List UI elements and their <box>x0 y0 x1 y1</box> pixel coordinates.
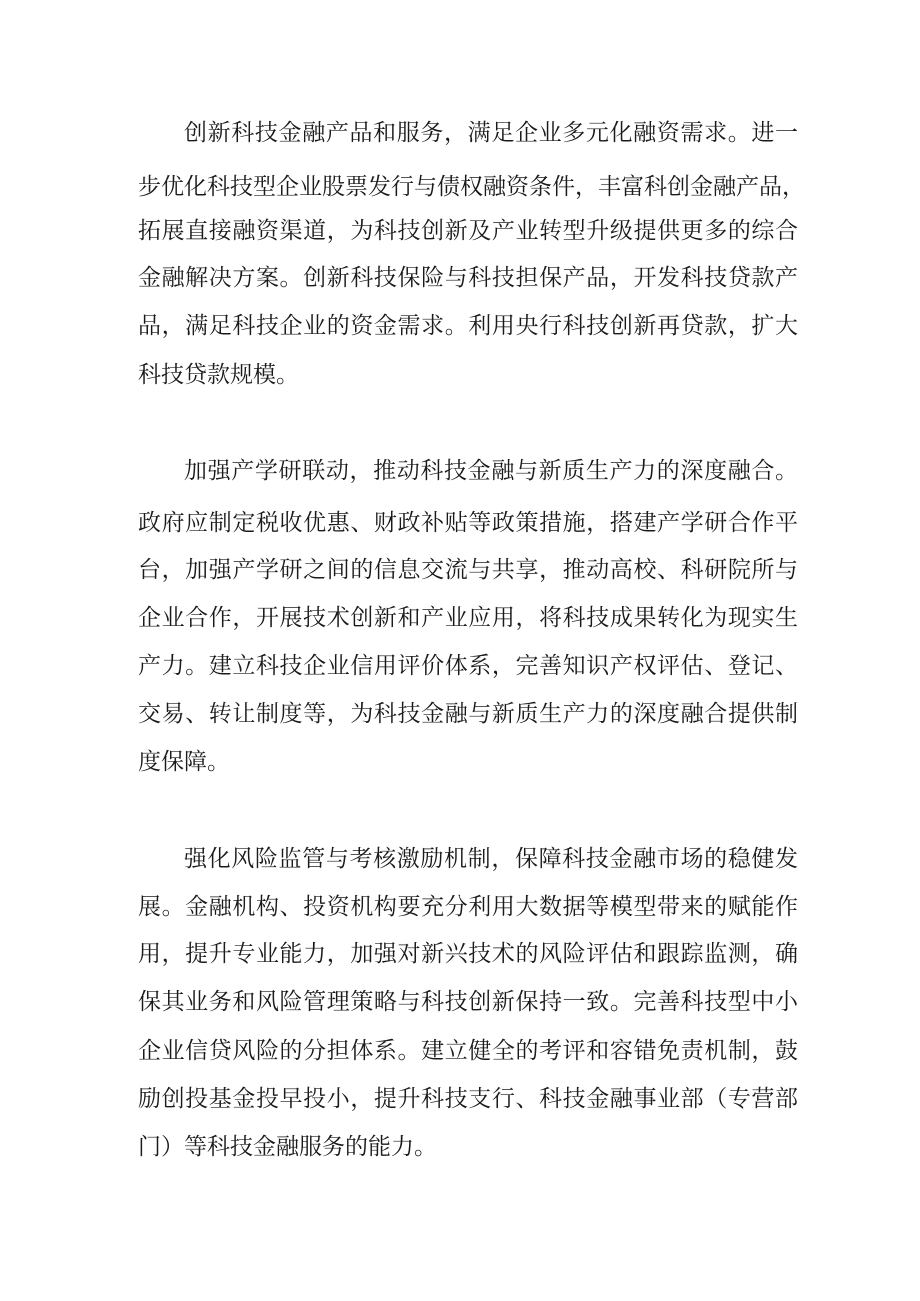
paragraph-line: 台，加强产学研之间的信息交流与共享，推动高校、科研院所与 <box>138 557 798 583</box>
paragraph-line: 度保障。 <box>138 749 230 775</box>
paragraph-line: 励创投基金投早投小，提升科技支行、科技金融事业部（专营部 <box>138 1086 798 1112</box>
paragraph-line: 企业信贷风险的分担体系。建立健全的考评和容错免责机制，鼓 <box>138 1038 798 1064</box>
paragraph-line: 企业合作，开展技术创新和产业应用，将科技成果转化为现实生 <box>138 605 798 631</box>
paragraph-line: 金融解决方案。创新科技保险与科技担保产品，开发科技贷款产 <box>138 265 798 291</box>
paragraph-line: 品，满足科技企业的资金需求。利用央行科技创新再贷款，扩大 <box>138 313 798 339</box>
paragraph-line: 用，提升专业能力，加强对新兴技术的风险评估和跟踪监测，确 <box>138 941 798 967</box>
paragraph-line: 保其业务和风险管理策略与科技创新保持一致。完善科技型中小 <box>138 989 798 1015</box>
paragraph-line: 展。金融机构、投资机构要充分利用大数据等模型带来的赋能作 <box>138 894 798 920</box>
paragraph-line: 产力。建立科技企业信用评价体系，完善知识产权评估、登记、 <box>138 653 798 679</box>
paragraph-line: 交易、转让制度等，为科技金融与新质生产力的深度融合提供制 <box>138 701 798 727</box>
paragraph-line: 科技贷款规模。 <box>138 362 299 388</box>
paragraph-line: 政府应制定税收优惠、财政补贴等政策措施，搭建产学研合作平 <box>138 510 798 536</box>
paragraph-line: 门）等科技金融服务的能力。 <box>138 1134 437 1160</box>
paragraph-line: 拓展直接融资渠道，为科技创新及产业转型升级提供更多的综合 <box>138 218 798 244</box>
paragraph-line: 强化风险监管与考核激励机制，保障科技金融市场的稳健发 <box>184 846 798 872</box>
paragraph-line: 创新科技金融产品和服务，满足企业多元化融资需求。进一 <box>184 120 798 146</box>
paragraph-line: 步优化科技型企业股票发行与债权融资条件，丰富科创金融产品， <box>138 174 805 200</box>
paragraph-line: 加强产学研联动，推动科技金融与新质生产力的深度融合。 <box>184 458 798 484</box>
